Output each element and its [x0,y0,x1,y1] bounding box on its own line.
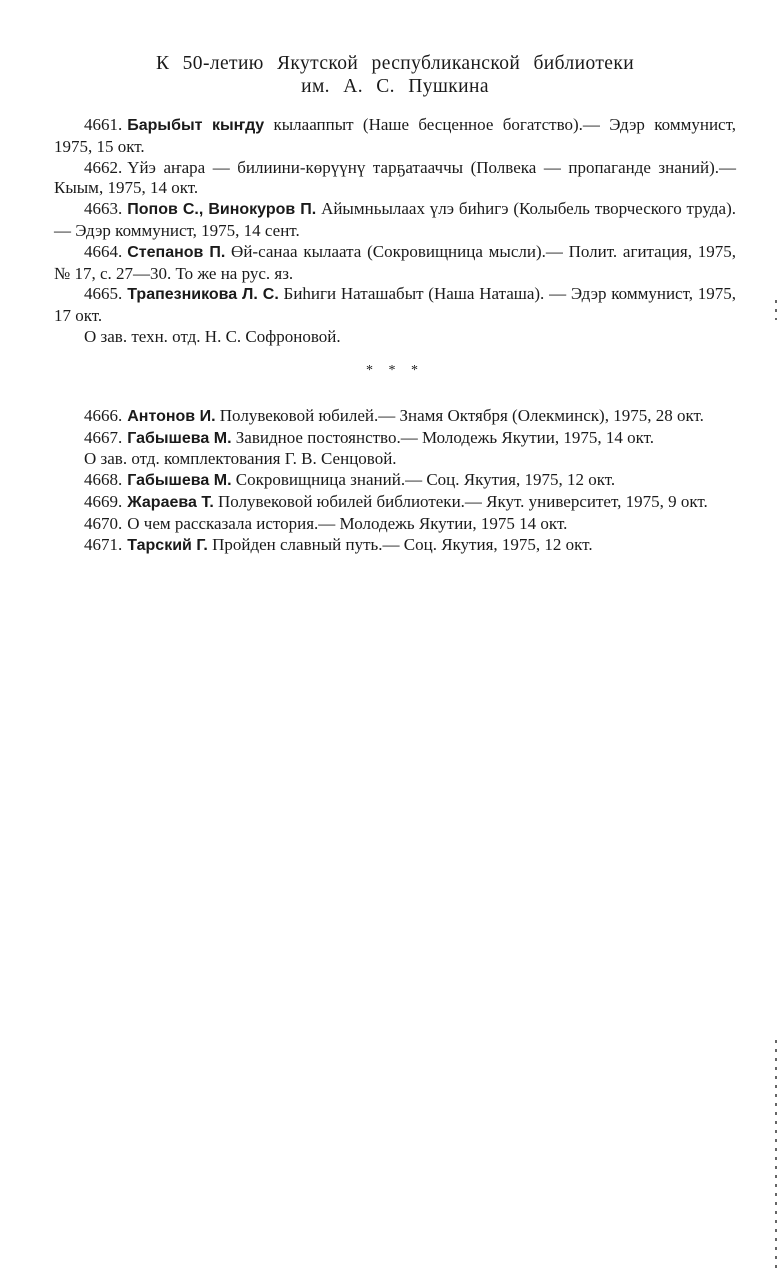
heading-line-1: К 50-летию Якутской республиканской библиотеки [155,53,635,74]
margin-speck [775,300,777,320]
entry-author: Антонов И. [127,407,216,425]
compiler-note-1: О зав. техн. отд. Н. С. Софроновой. [84,326,341,346]
entry-text: Сокровищница знаний.— Соц. Якутия, 1975, 12 окт. [231,470,616,490]
entry-number: 4664. [84,241,123,261]
bibliography-entry [54,115,736,158]
entry-text: Пройден славный путь.— Соц. Якутия, 1975, 12 окт. [207,534,593,554]
bibliography-entry [54,470,736,492]
entry-number: 4662. [84,157,123,177]
entry-text: кылааппыт (Наше бесценное богатство).— Эдэр коммунист, 1975, 15 окт. [54,115,736,156]
entry-group-1 [54,115,736,327]
entry-author: Барыбыт кыҥдy [127,117,265,134]
entry-author: Жараева Т. [127,493,214,511]
entry-number: 4671. [84,534,123,554]
entry-text: Биһиги Наташабыт (Наша Наташа). — Эдэр коммунист, 1975, 17 окт. [54,284,737,326]
entry-author: Тарский Г. [127,536,208,554]
entry-text: Үйэ аҥара — билиини-көрүүнү тарҕатааччы (Полвека — пропаганде знаний).— Кыым, 1975, 14 окт. [54,157,736,198]
entry-text: Айымньылаах үлэ биһигэ (Колыбель творческого труда).— Эдэр коммунист, 1975, 14 сент. [54,199,736,240]
entry-text: Завидное постоянство.— Молодежь Якутии, 1975, 14 окт. [231,427,655,447]
entry-number: 4667. [84,427,123,447]
margin-scan-mark [775,1040,777,1270]
bibliography-entry [54,514,736,535]
entry-author: Попов С., Винокуров П. [127,201,317,219]
bibliography-entry [54,535,736,557]
entry-group-2 [54,406,736,450]
entry-number: 4666. [84,405,123,425]
entry-group-3 [54,470,736,556]
bibliography-entry [54,242,736,285]
bibliography-entry [54,284,736,327]
entry-author: Трапезникова Л. С. [127,286,279,304]
entry-text: Өй-санаа кылаата (Сокровищница мысли).— Полит. агитация, 1975, № 17, с. 27—30. То же на рус. яз. [54,241,736,283]
page-content [54,52,736,556]
entry-number: 4669. [84,491,123,511]
entry-number: 4665. [84,284,123,304]
entry-text: О чем рассказала история.— Молодежь Якутии, 1975 14 окт. [127,513,568,533]
heading-line-2: им. А. С. Пушкина [301,76,489,97]
entry-text: Полувековой юбилей.— Знамя Октября (Олекминск), 1975, 28 окт. [215,405,704,425]
entry-text: Полувековой юбилей библиотеки.— Якут. университет, 1975, 9 окт. [213,491,708,511]
compiler-note-2: О зав. отд. комплектования Г. В. Сенцовой. [84,449,397,469]
page-heading [54,52,736,98]
entry-author: Степанов П. [127,243,226,261]
bibliography-entry [54,492,736,514]
bibliography-entry [54,158,736,200]
entry-number: 4663. [84,199,123,219]
bibliography [54,115,736,556]
entry-number: 4661. [84,115,123,134]
bibliography-entry [54,199,736,242]
entry-number: 4668. [84,470,123,490]
bibliography-entry [54,428,736,450]
section-separator: * * * [366,362,424,378]
entry-author: Габышева М. [127,472,232,490]
bibliography-entry [54,406,736,428]
entry-author: Габышева М. [127,429,232,447]
entry-number: 4670. [84,513,123,533]
